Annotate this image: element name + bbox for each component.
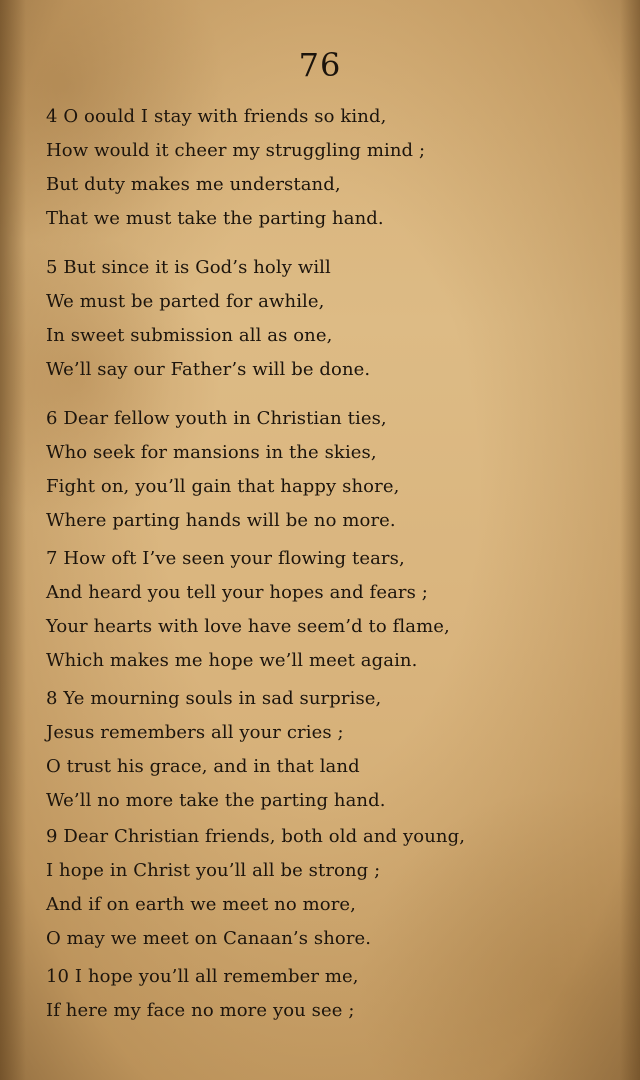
verse-line: 9 Dear Christian friends, both old and young, bbox=[46, 826, 466, 847]
verse-line: Which makes me hope we’ll meet again. bbox=[46, 650, 418, 671]
verse-line: Who seek for mansions in the skies, bbox=[46, 442, 377, 463]
verse-line: If here my face no more you see ; bbox=[46, 1000, 355, 1021]
verse-line: We’ll say our Father’s will be done. bbox=[46, 359, 371, 380]
stanza-5 bbox=[46, 251, 640, 387]
verse-line: 7 How oft I’ve seen your flowing tears, bbox=[46, 548, 405, 569]
verse-line: That we must take the parting hand. bbox=[46, 208, 384, 229]
verse-line: 4 O oould I stay with friends so kind, bbox=[46, 106, 387, 127]
verse-line: 10 I hope you’ll all remember me, bbox=[46, 966, 359, 987]
page-edge-shadow-left bbox=[0, 0, 26, 1080]
verse-line: And if on earth we meet no more, bbox=[46, 894, 357, 915]
verse-line: We must be parted for awhile, bbox=[46, 291, 325, 312]
verse-line: 8 Ye mourning souls in sad surprise, bbox=[46, 688, 382, 709]
verse-line: In sweet submission all as one, bbox=[46, 325, 333, 346]
verse-line: I hope in Christ you’ll all be strong ; bbox=[46, 860, 381, 881]
page-number: 76 bbox=[298, 46, 342, 84]
stanza-6 bbox=[46, 402, 640, 538]
verse-line: 5 But since it is God’s holy will bbox=[46, 257, 331, 278]
stanza-4 bbox=[46, 100, 640, 236]
verse-line: 6 Dear fellow youth in Christian ties, bbox=[46, 408, 387, 429]
verse-line: Where parting hands will be no more. bbox=[46, 510, 396, 531]
verse-line: How would it cheer my struggling mind ; bbox=[46, 140, 426, 161]
stanza-8 bbox=[46, 682, 640, 818]
stanza-9 bbox=[46, 820, 640, 956]
verse-line: O trust his grace, and in that land bbox=[46, 756, 360, 777]
verse-line: But duty makes me understand, bbox=[46, 174, 341, 195]
verse-line: Fight on, you’ll gain that happy shore, bbox=[46, 476, 400, 497]
verse-line: We’ll no more take the parting hand. bbox=[46, 790, 386, 811]
stanza-7 bbox=[46, 542, 640, 678]
verse-line: And heard you tell your hopes and fears ; bbox=[46, 582, 428, 603]
verse-line: Your hearts with love have seem’d to flame, bbox=[46, 616, 450, 637]
verse-line: O may we meet on Canaan’s shore. bbox=[46, 928, 372, 949]
stanza-10 bbox=[46, 960, 640, 1028]
verse-line: Jesus remembers all your cries ; bbox=[46, 722, 344, 743]
hymn-text bbox=[46, 100, 640, 1028]
